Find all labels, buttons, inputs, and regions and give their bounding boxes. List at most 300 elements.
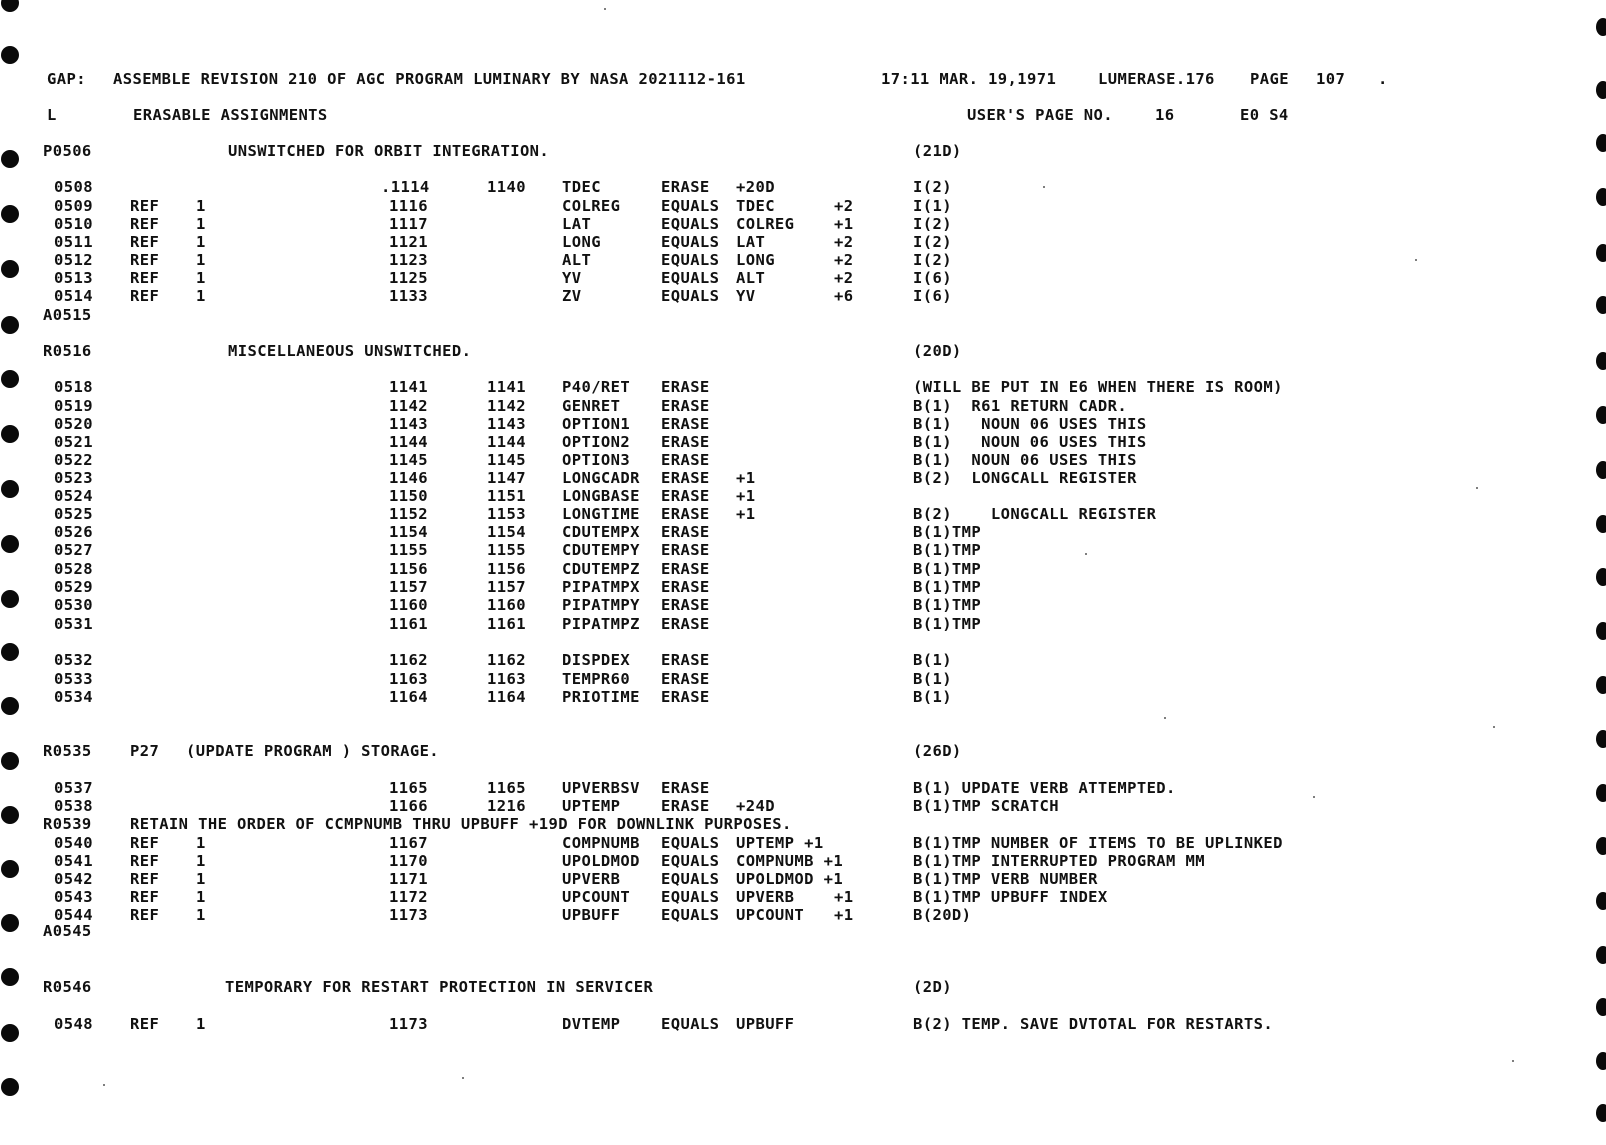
row-addr2: 1163 <box>487 670 526 688</box>
row-addr: 1173 <box>389 1015 428 1033</box>
row-addr: 1143 <box>389 415 428 433</box>
row-comment: I(2) <box>913 178 952 196</box>
row-addr: 1164 <box>389 688 428 706</box>
row-op: EQUALS <box>661 233 720 251</box>
row-addr: 1166 <box>389 797 428 815</box>
row-op: EQUALS <box>661 906 720 924</box>
row-refn: 1 <box>196 888 206 906</box>
row-addr2: 1144 <box>487 433 526 451</box>
row-num: R0516 <box>43 342 92 360</box>
row-ref: REF <box>130 287 160 305</box>
row-label: LONG <box>562 233 601 251</box>
row-ref: REF <box>130 906 160 924</box>
row-label: OPTION3 <box>562 451 631 469</box>
tractor-hole <box>1 590 19 608</box>
row-operand: COLREG <box>736 215 795 233</box>
row-label: PRIOTIME <box>562 688 640 706</box>
row-addr: 1145 <box>389 451 428 469</box>
row-addr: 1172 <box>389 888 428 906</box>
row-num: R0546 <box>43 978 92 996</box>
row-num: 0537 <box>54 779 93 797</box>
tractor-hole <box>1 1024 19 1042</box>
tractor-hole <box>1 0 19 12</box>
row-label: COLREG <box>562 197 621 215</box>
row-ref: REF <box>130 888 160 906</box>
users-page-number: 16 <box>1155 106 1175 124</box>
row-addr: .1114 <box>381 178 430 196</box>
row-label: UPBUFF <box>562 906 621 924</box>
section-title: ERASABLE ASSIGNMENTS <box>133 106 328 124</box>
row-addr: 1123 <box>389 251 428 269</box>
row-operand: UPTEMP +1 <box>736 834 824 852</box>
row-operand: +20D <box>736 178 775 196</box>
row-addr: 1162 <box>389 651 428 669</box>
row-addr: 1157 <box>389 578 428 596</box>
row-addr: 1154 <box>389 523 428 541</box>
row-num: 0518 <box>54 378 93 396</box>
row-num: 0548 <box>54 1015 93 1033</box>
row-addr2: 1160 <box>487 596 526 614</box>
row-addr2: 1156 <box>487 560 526 578</box>
row-title: TEMPORARY FOR RESTART PROTECTION IN SERVICER <box>225 978 654 996</box>
row-comment: (WILL BE PUT IN E6 WHEN THERE IS ROOM) <box>913 378 1283 396</box>
row-label: CDUTEMPY <box>562 541 640 559</box>
assembly-timestamp: 17:11 MAR. 19,1971 <box>881 70 1057 88</box>
row-comment: B(1)TMP <box>913 615 982 633</box>
row-wide: (UPDATE PROGRAM ) STORAGE. <box>186 742 440 760</box>
row-num: R0535 <box>43 742 92 760</box>
row-label: COMPNUMB <box>562 834 640 852</box>
row-comment: B(1)TMP VERB NUMBER <box>913 870 1098 888</box>
row-addr2: 1164 <box>487 688 526 706</box>
row-op: EQUALS <box>661 834 720 852</box>
tractor-hole <box>1596 406 1606 424</box>
row-ref: P27 <box>130 742 160 760</box>
page-number: 107 <box>1316 70 1346 88</box>
tractor-hole <box>1 752 19 770</box>
row-op: ERASE <box>661 797 710 815</box>
row-addr2: 1153 <box>487 505 526 523</box>
row-num: 0523 <box>54 469 93 487</box>
row-ref: REF <box>130 215 160 233</box>
row-operand: +24D <box>736 797 775 815</box>
tractor-hole <box>1 535 19 553</box>
row-addr: 1165 <box>389 779 428 797</box>
row-label: UPVERBSV <box>562 779 640 797</box>
row-num: 0525 <box>54 505 93 523</box>
row-num: 0528 <box>54 560 93 578</box>
row-op: EQUALS <box>661 287 720 305</box>
row-comment: B(1) <box>913 670 952 688</box>
row-op: EQUALS <box>661 1015 720 1033</box>
row-label: PIPATMPX <box>562 578 640 596</box>
row-operand: YV <box>736 287 756 305</box>
row-operand: TDEC <box>736 197 775 215</box>
row-addr2: 1155 <box>487 541 526 559</box>
paper-speck <box>1043 186 1045 188</box>
paper-speck <box>1313 796 1315 798</box>
row-addr2: 1147 <box>487 469 526 487</box>
tractor-hole <box>1 914 19 932</box>
row-addr2: 1140 <box>487 178 526 196</box>
row-label: GENRET <box>562 397 621 415</box>
listing-header <box>0 69 1388 89</box>
row-ref: REF <box>130 852 160 870</box>
row-comment: (26D) <box>913 742 962 760</box>
row-comment: B(1)TMP INTERRUPTED PROGRAM MM <box>913 852 1205 870</box>
row-operand: UPVERB <box>736 888 795 906</box>
row-num: 0540 <box>54 834 93 852</box>
row-addr: 1141 <box>389 378 428 396</box>
row-addr: 1163 <box>389 670 428 688</box>
row-num: 0541 <box>54 852 93 870</box>
row-comment: B(1)TMP <box>913 523 982 541</box>
row-num: 0509 <box>54 197 93 215</box>
row-op: ERASE <box>661 378 710 396</box>
row-refn: 1 <box>196 906 206 924</box>
row-op: ERASE <box>661 560 710 578</box>
row-addr: 1121 <box>389 233 428 251</box>
row-op: ERASE <box>661 523 710 541</box>
row-offset: +1 <box>834 888 854 906</box>
row-ref: REF <box>130 251 160 269</box>
tractor-hole <box>1 1078 19 1096</box>
row-addr2: 1162 <box>487 651 526 669</box>
row-comment: (20D) <box>913 342 962 360</box>
row-label: DVTEMP <box>562 1015 621 1033</box>
row-refn: 1 <box>196 251 206 269</box>
row-addr: 1125 <box>389 269 428 287</box>
tractor-hole <box>1596 244 1606 262</box>
row-op: ERASE <box>661 178 710 196</box>
row-comment: B(1) R61 RETURN CADR. <box>913 397 1128 415</box>
row-offset: +2 <box>834 197 854 215</box>
tractor-hole <box>1596 676 1606 694</box>
row-comment: I(2) <box>913 233 952 251</box>
tractor-hole <box>1596 837 1606 855</box>
row-num: 0542 <box>54 870 93 888</box>
row-label: YV <box>562 269 582 287</box>
row-wide: RETAIN THE ORDER OF CCMPNUMB THRU UPBUFF +19D FOR DOWNLINK PURPOSES. <box>130 815 792 833</box>
row-comment: B(1)TMP <box>913 560 982 578</box>
tractor-hole <box>1 697 19 715</box>
row-ref: REF <box>130 834 160 852</box>
row-num: 0524 <box>54 487 93 505</box>
row-title: UNSWITCHED FOR ORBIT INTEGRATION. <box>228 142 550 160</box>
row-comment: I(6) <box>913 269 952 287</box>
tractor-hole <box>1596 296 1606 314</box>
tractor-hole <box>1 806 19 824</box>
row-addr: 1146 <box>389 469 428 487</box>
row-num: R0539 <box>43 815 92 833</box>
row-comment: (2D) <box>913 978 952 996</box>
row-addr2: 1143 <box>487 415 526 433</box>
header-trailer: . <box>1378 70 1388 88</box>
row-addr2: 1151 <box>487 487 526 505</box>
row-num: 0513 <box>54 269 93 287</box>
row-offset: +2 <box>834 251 854 269</box>
row-op: ERASE <box>661 615 710 633</box>
row-label: OPTION2 <box>562 433 631 451</box>
row-comment: B(1) NOUN 06 USES THIS <box>913 433 1147 451</box>
tractor-hole <box>1596 18 1606 36</box>
row-comment: B(1)TMP <box>913 578 982 596</box>
row-addr: 1167 <box>389 834 428 852</box>
row-num: 0514 <box>54 287 93 305</box>
row-num: 0544 <box>54 906 93 924</box>
row-title: MISCELLANEOUS UNSWITCHED. <box>228 342 472 360</box>
row-num: 0530 <box>54 596 93 614</box>
row-num: 0520 <box>54 415 93 433</box>
row-num: 0512 <box>54 251 93 269</box>
tractor-hole <box>1 968 19 986</box>
row-operand: UPBUFF <box>736 1015 795 1033</box>
row-num: P0506 <box>43 142 92 160</box>
row-num: 0511 <box>54 233 93 251</box>
paper-speck <box>1512 1060 1514 1062</box>
row-label: ZV <box>562 287 582 305</box>
row-op: ERASE <box>661 451 710 469</box>
row-op: EQUALS <box>661 197 720 215</box>
paper-speck <box>1085 553 1087 555</box>
row-op: ERASE <box>661 670 710 688</box>
row-addr: 1173 <box>389 906 428 924</box>
row-addr2: 1165 <box>487 779 526 797</box>
row-num: 0532 <box>54 651 93 669</box>
row-comment: B(1) <box>913 651 952 669</box>
row-op: ERASE <box>661 596 710 614</box>
tractor-hole <box>1596 946 1606 964</box>
paper-speck <box>103 1084 105 1086</box>
paper-speck <box>1415 259 1417 261</box>
row-addr2: 1142 <box>487 397 526 415</box>
row-op: ERASE <box>661 779 710 797</box>
row-refn: 1 <box>196 834 206 852</box>
row-num: 0529 <box>54 578 93 596</box>
row-addr2: 1216 <box>487 797 526 815</box>
row-refn: 1 <box>196 852 206 870</box>
row-addr: 1161 <box>389 615 428 633</box>
row-label: OPTION1 <box>562 415 631 433</box>
row-refn: 1 <box>196 197 206 215</box>
row-op: EQUALS <box>661 251 720 269</box>
row-operand: ALT <box>736 269 766 287</box>
row-comment: B(2) TEMP. SAVE DVTOTAL FOR RESTARTS. <box>913 1015 1274 1033</box>
row-label: UPTEMP <box>562 797 621 815</box>
row-addr2: 1157 <box>487 578 526 596</box>
row-num: 0531 <box>54 615 93 633</box>
row-refn: 1 <box>196 215 206 233</box>
row-operand: LONG <box>736 251 775 269</box>
row-comment: I(2) <box>913 251 952 269</box>
tractor-hole <box>1596 188 1606 206</box>
tractor-hole <box>1596 622 1606 640</box>
row-comment: B(1)TMP <box>913 541 982 559</box>
row-op: EQUALS <box>661 269 720 287</box>
row-num: A0515 <box>43 306 92 324</box>
row-comment: B(1) <box>913 688 952 706</box>
row-addr: 1155 <box>389 541 428 559</box>
row-ref: REF <box>130 197 160 215</box>
row-op: ERASE <box>661 578 710 596</box>
row-operand: +1 <box>736 487 756 505</box>
users-page-label: USER'S PAGE NO. <box>967 106 1113 124</box>
row-addr: 1117 <box>389 215 428 233</box>
row-comment: I(1) <box>913 197 952 215</box>
row-num: 0526 <box>54 523 93 541</box>
row-refn: 1 <box>196 233 206 251</box>
row-refn: 1 <box>196 1015 206 1033</box>
row-operand: UPOLDMOD +1 <box>736 870 844 888</box>
tractor-hole <box>1 860 19 878</box>
row-offset: +1 <box>834 215 854 233</box>
row-num: 0508 <box>54 178 93 196</box>
tractor-hole <box>1596 515 1606 533</box>
row-num: 0510 <box>54 215 93 233</box>
row-label: CDUTEMPZ <box>562 560 640 578</box>
assembler-label: GAP: <box>47 70 86 88</box>
row-op: ERASE <box>661 397 710 415</box>
paper-speck <box>462 1077 464 1079</box>
row-addr: 1156 <box>389 560 428 578</box>
row-ref: REF <box>130 269 160 287</box>
tractor-hole <box>1596 461 1606 479</box>
row-offset: +6 <box>834 287 854 305</box>
row-offset: +1 <box>834 906 854 924</box>
row-comment: B(1)TMP SCRATCH <box>913 797 1059 815</box>
row-comment: B(20D) <box>913 906 972 924</box>
paper-speck <box>1493 726 1495 728</box>
listing-subheader <box>0 105 1289 125</box>
row-addr: 1133 <box>389 287 428 305</box>
tractor-hole <box>1 316 19 334</box>
row-addr: 1152 <box>389 505 428 523</box>
row-label: UPVERB <box>562 870 621 888</box>
tractor-hole <box>1596 1104 1606 1122</box>
row-addr: 1150 <box>389 487 428 505</box>
row-ref: REF <box>130 233 160 251</box>
row-ref: REF <box>130 870 160 888</box>
row-operand: LAT <box>736 233 766 251</box>
tractor-hole <box>1 425 19 443</box>
row-label: LAT <box>562 215 592 233</box>
row-op: ERASE <box>661 505 710 523</box>
tractor-hole <box>1596 81 1606 99</box>
row-op: ERASE <box>661 651 710 669</box>
row-operand: +1 <box>736 505 756 523</box>
tractor-hole <box>1 205 19 223</box>
row-label: LONGBASE <box>562 487 640 505</box>
row-op: ERASE <box>661 433 710 451</box>
row-op: EQUALS <box>661 215 720 233</box>
row-label: TEMPR60 <box>562 670 631 688</box>
row-offset: +2 <box>834 233 854 251</box>
row-comment: B(2) LONGCALL REGISTER <box>913 469 1137 487</box>
row-label: PIPATMPY <box>562 596 640 614</box>
row-operand: COMPNUMB +1 <box>736 852 844 870</box>
row-label: LONGCADR <box>562 469 640 487</box>
tractor-hole <box>1596 998 1606 1016</box>
row-label: P40/RET <box>562 378 631 396</box>
row-op: EQUALS <box>661 870 720 888</box>
tractor-hole <box>1 643 19 661</box>
listing-mode: L <box>47 106 57 124</box>
paper-speck <box>604 8 606 10</box>
row-comment: I(2) <box>913 215 952 233</box>
row-comment: B(2) LONGCALL REGISTER <box>913 505 1157 523</box>
row-addr2: 1154 <box>487 523 526 541</box>
row-num: 0527 <box>54 541 93 559</box>
row-comment: B(1)TMP <box>913 596 982 614</box>
paper-speck <box>1476 487 1478 489</box>
row-op: EQUALS <box>661 888 720 906</box>
row-addr: 1160 <box>389 596 428 614</box>
row-num: 0533 <box>54 670 93 688</box>
row-num: 0522 <box>54 451 93 469</box>
row-comment: B(1)TMP NUMBER OF ITEMS TO BE UPLINKED <box>913 834 1283 852</box>
row-refn: 1 <box>196 269 206 287</box>
listing-code: E0 S4 <box>1240 106 1289 124</box>
row-label: PIPATMPZ <box>562 615 640 633</box>
row-refn: 1 <box>196 870 206 888</box>
row-refn: 1 <box>196 287 206 305</box>
row-comment: B(1) NOUN 06 USES THIS <box>913 415 1147 433</box>
row-addr: 1171 <box>389 870 428 888</box>
tractor-hole <box>1 370 19 388</box>
row-operand: UPCOUNT <box>736 906 805 924</box>
tractor-hole <box>1 260 19 278</box>
row-addr: 1116 <box>389 197 428 215</box>
tractor-hole <box>1 46 19 64</box>
tractor-hole <box>1 150 19 168</box>
tractor-hole <box>1596 568 1606 586</box>
row-label: DISPDEX <box>562 651 631 669</box>
row-comment: B(1)TMP UPBUFF INDEX <box>913 888 1108 906</box>
row-operand: +1 <box>736 469 756 487</box>
tractor-hole <box>1596 352 1606 370</box>
row-op: ERASE <box>661 541 710 559</box>
row-label: TDEC <box>562 178 601 196</box>
row-num: 0521 <box>54 433 93 451</box>
row-op: ERASE <box>661 469 710 487</box>
row-label: UPCOUNT <box>562 888 631 906</box>
row-addr: 1144 <box>389 433 428 451</box>
row-offset: +2 <box>834 269 854 287</box>
row-label: CDUTEMPX <box>562 523 640 541</box>
row-num: A0545 <box>43 922 92 940</box>
row-addr2: 1161 <box>487 615 526 633</box>
row-num: 0538 <box>54 797 93 815</box>
row-addr: 1170 <box>389 852 428 870</box>
source-file-name: LUMERASE.176 <box>1098 70 1215 88</box>
row-comment: B(1) UPDATE VERB ATTEMPTED. <box>913 779 1176 797</box>
row-addr: 1142 <box>389 397 428 415</box>
row-comment: (21D) <box>913 142 962 160</box>
page-label: PAGE <box>1250 70 1289 88</box>
row-ref: REF <box>130 1015 160 1033</box>
row-label: LONGTIME <box>562 505 640 523</box>
row-addr2: 1145 <box>487 451 526 469</box>
row-comment: I(6) <box>913 287 952 305</box>
tractor-hole <box>1596 134 1606 152</box>
tractor-hole <box>1596 1052 1606 1070</box>
row-num: 0543 <box>54 888 93 906</box>
tractor-hole <box>1596 784 1606 802</box>
row-op: ERASE <box>661 487 710 505</box>
row-num: 0519 <box>54 397 93 415</box>
row-label: UPOLDMOD <box>562 852 640 870</box>
tractor-hole <box>1596 730 1606 748</box>
